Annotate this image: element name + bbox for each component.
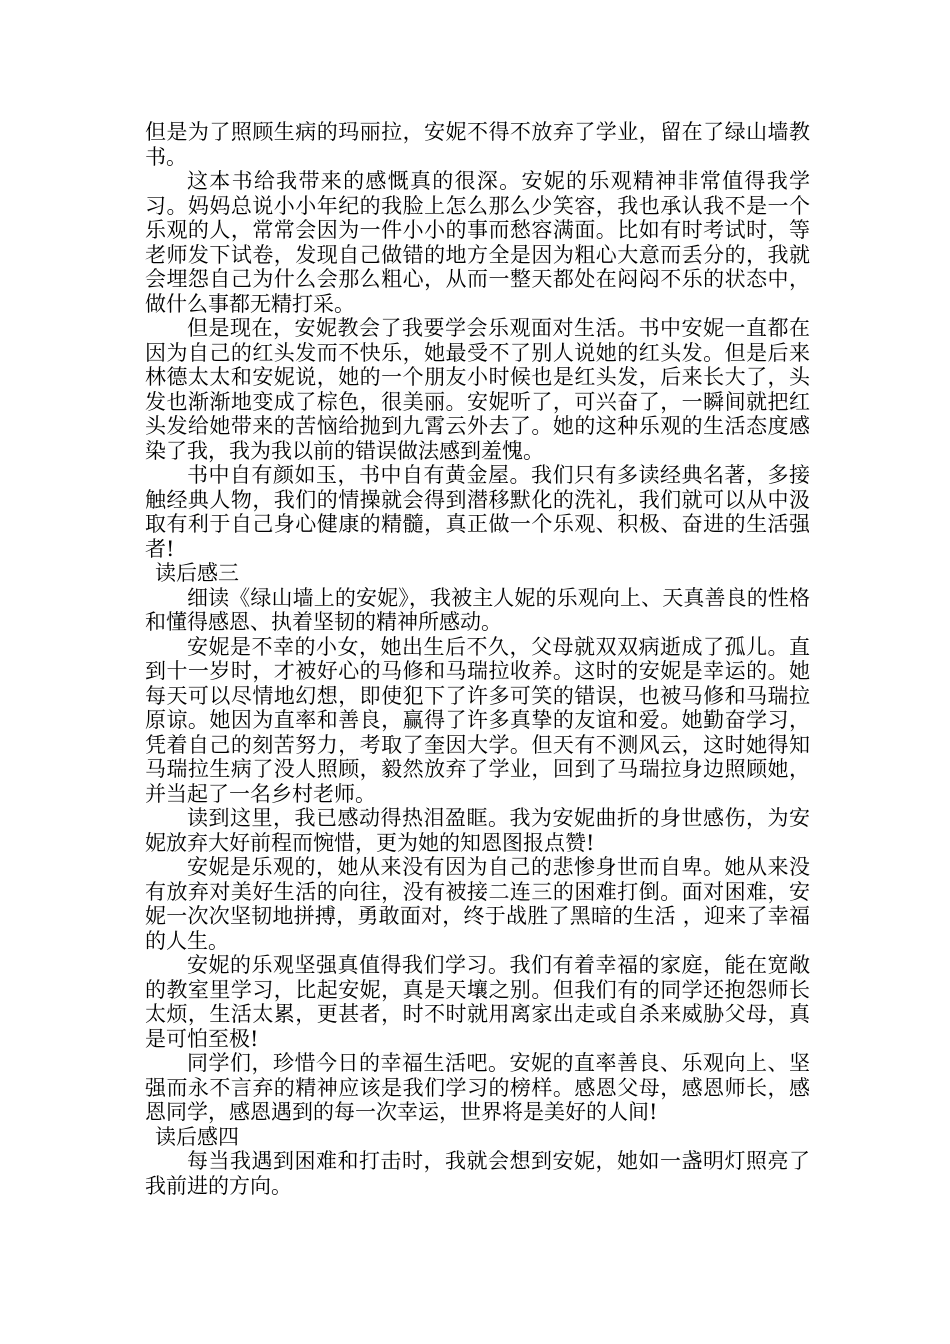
paragraph-4: 书中自有颜如玉，书中自有黄金屋。我们只有多读经典名著，多接触经典人物，我们的情操就会得到潜移默化的洗礼，我们就可以从中汲取有利于自己身心健康的精髓，真正做一个乐观、积极、奋进的生活强者!	[145, 463, 810, 561]
paragraph-10: 同学们，珍惜今日的幸福生活吧。安妮的直率善良、乐观向上、坚强而永不言弃的精神应该是我们学习的榜样。感恩父母，感恩师长，感恩同学，感恩遇到的每一次幸运，世界将是美好的人间!	[145, 1051, 810, 1124]
paragraph-8: 安妮是乐观的，她从来没有因为自己的悲惨身世而自卑。她从来没有放弃对美好生活的向往，没有被接二连三的困难打倒。面对困难，安妮一次次坚韧地拼搏，勇敢面对，终于战胜了黑暗的生活 ，迎来了幸福的人生。	[145, 855, 810, 953]
section-heading-3: 读后感三	[155, 561, 239, 585]
paragraph-1: 但是为了照顾生病的玛丽拉，安妮不得不放弃了学业，留在了绿山墙教书。	[145, 120, 810, 169]
paragraph-11: 每当我遇到困难和打击时，我就会想到安妮，她如一盏明灯照亮了我前进的方向。	[145, 1149, 810, 1198]
section-heading-4: 读后感四	[155, 1124, 239, 1149]
paragraph-5: 细读《绿山墙上的安妮》，我被主人妮的乐观向上、天真善良的性格和懂得感恩、执着坚韧的精神所感动。	[145, 585, 810, 634]
paragraph-2: 这本书给我带来的感慨真的很深。安妮的乐观精神非常值得我学习。妈妈总说小小年纪的我脸上怎么那么少笑容，我也承认我不是一个乐观的人，常常会因为一件小小的事而愁容满面。比如有时考试时，等老师发下试卷，发现自己做错的地方全是因为粗心大意而丢分的，我就会埋怨自己为什么会那么粗心，从而一整天都处在闷闷不乐的状态中，做什么事都无精打采。	[145, 169, 810, 316]
document-page	[145, 120, 810, 1198]
paragraph-7: 读到这里，我已感动得热泪盈眶。我为安妮曲折的身世感伤，为安妮放弃大好前程而惋惜，更为她的知恩图报点赞!	[145, 806, 810, 855]
paragraph-9: 安妮的乐观坚强真值得我们学习。我们有着幸福的家庭，能在宽敞的教室里学习，比起安妮，真是天壤之别。但我们有的同学还抱怨师长太烦，生活太累，更甚者，时不时就用离家出走或自杀来威胁父母，真是可怕至极!	[145, 953, 810, 1051]
paragraph-3: 但是现在，安妮教会了我要学会乐观面对生活。书中安妮一直都在因为自己的红头发而不快乐，她最受不了别人说她的红头发。但是后来林德太太和安妮说，她的一个朋友小时候也是红头发，后来长大了，头发也渐渐地变成了棕色，很美丽。安妮听了，可兴奋了，一瞬间就把红头发给她带来的苦恼给抛到九霄云外去了。她的这种乐观的生活态度感染了我，我为我以前的错误做法感到羞愧。	[145, 316, 810, 463]
paragraph-6: 安妮是不幸的小女，她出生后不久，父母就双双病逝成了孤儿。直到十一岁时，才被好心的马修和马瑞拉收养。这时的安妮是幸运的。她每天可以尽情地幻想，即使犯下了许多可笑的错误，也被马修和马瑞拉原谅。她因为直率和善良，赢得了许多真挚的友谊和爱。她勤奋学习，凭着自己的刻苦努力，考取了奎因大学。但天有不测风云，这时她得知马瑞拉生病了没人照顾，毅然放弃了学业，回到了马瑞拉身边照顾她，并当起了一名乡村老师。	[145, 634, 810, 806]
